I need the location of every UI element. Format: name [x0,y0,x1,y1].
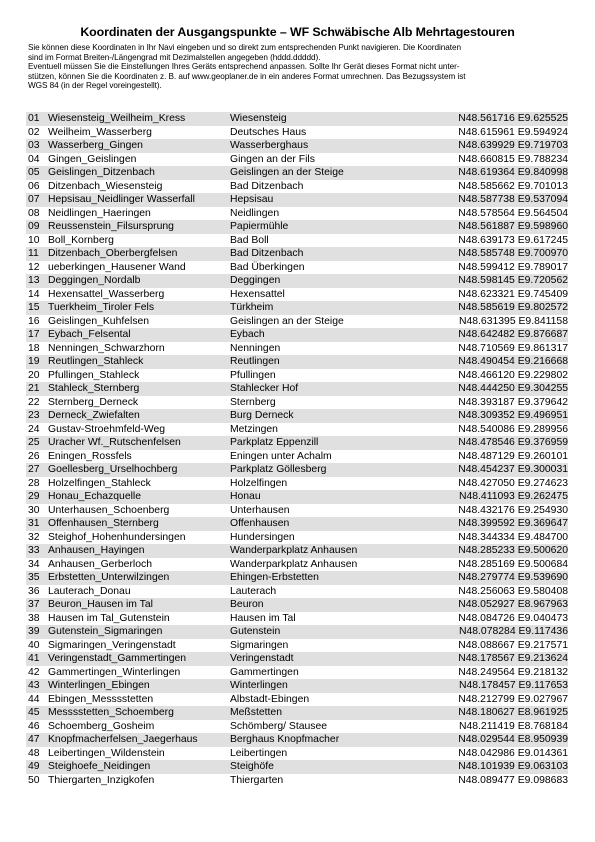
route-id: Beuron_Hausen im Tal [48,599,153,610]
start-place: Türkheim [230,302,274,313]
start-place: Sternberg [230,396,276,408]
row-number: 23 [28,410,40,421]
start-place: Geislingen an der Steige [230,315,344,327]
route-id: Eningen_Rossfels [48,450,132,462]
coordinates: N48.084726 E9.040473 [458,612,568,624]
start-place: Ehingen-Erbstetten [230,572,319,583]
row-number: 14 [28,288,40,300]
intro-line: stützen, können Sie die Koordinaten z. B. auf www.geoplaner.de in ein anderes Format umrechnen. Das Bezugssystem ist [28,71,466,81]
start-place: Gingen an der Fils [230,153,315,165]
row-number: 07 [28,194,40,205]
coordinates: N48.660815 E9.788234 [458,153,568,165]
route-id: Wiesensteig_Weilheim_Kress [48,113,186,124]
coordinates: N48.444250 E9.304255 [458,383,568,394]
coordinates: N48.089477 E9.098683 [458,774,568,786]
row-number: 16 [28,315,40,327]
row-number: 43 [28,680,40,691]
table-row [26,504,568,518]
route-id: Anhausen_Gerberloch [48,558,152,570]
start-place: Deutsches Haus [230,126,307,138]
coordinates: N48.042986 E9.014361 [458,747,568,759]
start-place: Leibertingen [230,747,288,759]
route-id: Veringenstadt_Gammertingen [48,653,187,664]
route-id: Anhausen_Hayingen [48,545,145,556]
start-place: Bad Ditzenbach [230,248,304,259]
coordinates: N48.344334 E9.484700 [458,531,568,543]
table-row [26,436,568,450]
coordinates-table [26,112,568,787]
route-id: Steighof_Hohenhundersingen [48,531,186,543]
route-id: Steighoefe_Neidingen [48,761,151,772]
coordinates: N48.619364 E9.840998 [458,167,568,178]
route-id: Stahleck_Sternberg [48,383,140,394]
start-place: Eningen unter Achalm [230,450,332,462]
table-row [26,774,568,788]
route-id: Pfullingen_Stahleck [48,369,140,381]
coordinates: N48.490454 E9.216668 [458,356,568,367]
coordinates: N48.178567 E9.213624 [458,653,568,664]
row-number: 46 [28,720,40,732]
coordinates: N48.639929 E9.719703 [458,140,568,151]
coordinates: N48.598145 E9.720562 [458,275,568,286]
route-id: Gammertingen_Winterlingen [48,666,181,678]
coordinates: N48.585662 E9.701013 [458,180,568,192]
table-row [26,409,568,423]
table-row [26,369,568,383]
coordinates: N48.561716 E9.625525 [458,113,568,124]
row-number: 48 [28,747,40,759]
coordinates: N48.615961 E9.594924 [458,126,568,138]
intro-line: Sie können diese Koordinaten in Ihr Navi eingeben und so direkt zum entsprechenden Punkt navigieren. Die Koordinaten [28,43,461,52]
coordinates: N48.078284 E9.117436 [458,626,568,637]
start-place: Steighöfe [230,761,274,772]
coordinates: N48.599412 E9.789017 [458,261,568,273]
row-number: 15 [28,302,40,313]
route-id: Nenningen_Schwarzhorn [48,342,165,354]
table-row [26,666,568,680]
coordinates: N48.710569 E9.861317 [458,342,568,354]
start-place: Papiermühle [230,221,289,232]
table-row [26,598,568,612]
route-id: Honau_Echazquelle [48,491,142,502]
table-row [26,234,568,248]
row-number: 49 [28,761,40,772]
start-place: Lauterach [230,585,277,597]
table-row [26,355,568,369]
route-id: Sternberg_Derneck [48,396,139,408]
coordinates: N48.052927 E8.967963 [458,599,568,610]
row-number: 30 [28,504,40,516]
table-row [26,558,568,572]
row-number: 42 [28,666,40,678]
page-title: Koordinaten der Ausgangspunkte – WF Schwäbische Alb Mehrtagestouren [80,25,515,39]
start-place: Wanderparkplatz Anhausen [230,545,358,556]
start-place: Deggingen [230,275,281,286]
row-number: 21 [28,383,40,394]
route-id: Schoemberg_Gosheim [48,720,155,732]
row-number: 24 [28,423,40,435]
row-number: 22 [28,396,40,408]
table-row [26,342,568,356]
coordinates: N48.211419 E8.768184 [458,720,568,732]
coordinates: N48.249564 E9.218132 [458,666,568,678]
start-place: Wanderparkplatz Anhausen [230,558,358,570]
start-place: Holzelfingen [230,477,288,489]
table-row [26,315,568,329]
row-number: 36 [28,585,40,597]
route-id: ueberkingen_Hausener Wand [48,261,186,273]
start-place: Wiesensteig [230,113,287,124]
row-number: 10 [28,234,40,246]
table-row [26,490,568,504]
route-id: Eybach_Felsental [48,329,131,340]
table-row [26,612,568,626]
start-place: Gammertingen [230,666,299,678]
table-row [26,382,568,396]
coordinates: N48.101939 E9.063103 [458,761,568,772]
row-number: 34 [28,558,40,570]
route-id: Sigmaringen_Veringenstadt [48,639,176,651]
route-id: Deggingen_Nordalb [48,275,141,286]
route-id: Holzelfingen_Stahleck [48,477,151,489]
coordinates: N48.578564 E9.564504 [458,207,568,219]
route-id: Hausen im Tal_Gutenstein [48,612,170,624]
start-place: Honau [230,491,261,502]
row-number: 44 [28,693,40,705]
row-number: 02 [28,126,40,138]
table-row [26,247,568,261]
table-row [26,126,568,140]
start-place: Nenningen [230,342,281,354]
coordinates: N48.427050 E9.274623 [458,477,568,489]
start-place: Sigmaringen [230,639,289,651]
coordinates: N48.279774 E9.539690 [458,572,568,583]
start-place: Parkplatz Eppenzill [230,437,319,448]
start-place: Hexensattel [230,288,285,300]
start-place: Unterhausen [230,504,290,516]
table-row [26,720,568,734]
table-row [26,153,568,167]
table-row [26,747,568,761]
row-number: 38 [28,612,40,624]
table-row [26,625,568,639]
route-id: Gutenstein_Sigmaringen [48,626,163,637]
table-row [26,679,568,693]
start-place: Eybach [230,329,265,340]
coordinates: N48.411093 E9.262475 [458,491,568,502]
route-id: Offenhausen_Sternberg [48,518,159,529]
table-row [26,288,568,302]
coordinates: N48.623321 E9.745409 [458,288,568,300]
row-number: 31 [28,518,40,529]
start-place: Geislingen an der Steige [230,167,344,178]
coordinates: N48.285169 E9.500684 [458,558,568,570]
route-id: Uracher Wf._Rutschenfelsen [48,437,181,448]
route-id: Winterlingen_Ebingen [48,680,150,691]
row-number: 45 [28,707,40,718]
start-place: Stahlecker Hof [230,383,299,394]
row-number: 08 [28,207,40,219]
coordinates: N48.393187 E9.379642 [458,396,568,408]
route-id: Thiergarten_Inzigkofen [48,774,155,786]
row-number: 39 [28,626,40,637]
start-place: Winterlingen [230,680,288,691]
table-row [26,450,568,464]
intro-text [28,43,573,91]
coordinates: N48.487129 E9.260101 [458,450,568,462]
row-number: 37 [28,599,40,610]
route-id: Messsstetten_Schoemberg [48,707,174,718]
route-id: Lauterach_Donau [48,585,131,597]
row-number: 26 [28,450,40,462]
coordinates: N48.642482 E9.876687 [458,329,568,340]
coordinates: N48.540086 E9.289956 [458,423,568,435]
coordinates: N48.212799 E9.027967 [458,693,568,705]
table-row [26,463,568,477]
row-number: 18 [28,342,40,354]
table-row [26,652,568,666]
route-id: Gustav-Stroehmfeld-Weg [48,423,166,435]
start-place: Schömberg/ Stausee [230,720,328,732]
row-number: 25 [28,437,40,448]
row-number: 33 [28,545,40,556]
route-id: Geislingen_Kuhfelsen [48,315,150,327]
table-row [26,166,568,180]
route-id: Gingen_Geislingen [48,153,137,165]
start-place: Gutenstein [230,626,281,637]
coordinates: N48.561887 E9.598960 [458,221,568,232]
intro-line: Eventuell müssen Sie die Einstellungen Ihres Geräts entsprechend anpassen. Sollte Ihr Gerät dieses Format nicht unter- [28,62,460,72]
route-id: Weilheim_Wasserberg [48,126,152,138]
row-number: 47 [28,734,40,745]
start-place: Veringenstadt [230,653,294,664]
coordinates: N48.399592 E9.369647 [458,518,568,529]
table-row [26,477,568,491]
route-id: Ditzenbach_Oberbergfelsen [48,248,178,259]
table-row [26,571,568,585]
coordinates: N48.585748 E9.700970 [458,248,568,259]
route-id: Geislingen_Ditzenbach [48,167,155,178]
start-place: Wasserberghaus [230,140,309,151]
start-place: Bad Boll [230,234,269,246]
table-row [26,112,568,126]
route-id: Reutlingen_Stahleck [48,356,144,367]
route-id: Knopfmacherfelsen_Jaegerhaus [48,734,198,745]
start-place: Hausen im Tal [230,612,296,624]
coordinates: N48.256063 E9.580408 [458,585,568,597]
row-number: 06 [28,180,40,192]
start-place: Reutlingen [230,356,280,367]
start-place: Burg Derneck [230,410,294,421]
route-id: Derneck_Zwiefalten [48,410,140,421]
start-place: Neidlingen [230,207,280,219]
table-row [26,139,568,153]
table-row [26,544,568,558]
route-id: Tuerkheim_Tiroler Fels [48,302,155,313]
row-number: 09 [28,221,40,232]
coordinates: N48.639173 E9.617245 [458,234,568,246]
route-id: Erbstetten_Unterwilzingen [48,572,170,583]
start-place: Bad Überkingen [230,261,305,273]
coordinates: N48.285233 E9.500620 [458,545,568,556]
table-row [26,301,568,315]
row-number: 17 [28,329,40,340]
row-number: 05 [28,167,40,178]
coordinates: N48.180627 E8.961925 [458,707,568,718]
table-row [26,193,568,207]
table-row [26,207,568,221]
coordinates: N48.029544 E8.950939 [458,734,568,745]
table-row [26,531,568,545]
coordinates: N48.454237 E9.300031 [458,464,568,475]
row-number: 12 [28,261,40,273]
table-row [26,760,568,774]
intro-line: sind im Format Breiten-/Längengrad mit Dezimalstellen angegeben (hddd.ddddd). [28,52,321,62]
row-number: 29 [28,491,40,502]
coordinates: N48.478546 E9.376959 [458,437,568,448]
row-number: 04 [28,153,40,165]
coordinates: N48.587738 E9.537094 [458,194,568,205]
row-number: 35 [28,572,40,583]
route-id: Hepsisau_Neidlinger Wasserfall [48,194,195,205]
coordinates: N48.088667 E9.217571 [458,639,568,651]
table-row [26,639,568,653]
start-place: Thiergarten [230,774,284,786]
row-number: 40 [28,639,40,651]
row-number: 50 [28,774,40,786]
start-place: Beuron [230,599,264,610]
coordinates: N48.585619 E9.802572 [458,302,568,313]
route-id: Leibertingen_Wildenstein [48,747,165,759]
row-number: 11 [28,248,39,259]
row-number: 13 [28,275,40,286]
start-place: Albstadt-Ebingen [230,693,310,705]
table-row [26,585,568,599]
route-id: Reussenstein_Filsursprung [48,221,174,232]
table-row [26,693,568,707]
route-id: Neidlingen_Haeringen [48,207,151,219]
table-row [26,261,568,275]
table-row [26,423,568,437]
table-row [26,274,568,288]
row-number: 28 [28,477,40,489]
table-row [26,706,568,720]
route-id: Boll_Kornberg [48,234,114,246]
row-number: 01 [28,113,40,124]
row-number: 19 [28,356,40,367]
table-row [26,733,568,747]
intro-line: WGS 84 (in der Regel voreingestellt). [28,81,162,91]
coordinates: N48.631395 E9.841158 [458,315,568,327]
route-id: Ebingen_Messsstetten [48,693,154,705]
route-id: Wasserberg_Gingen [48,140,143,151]
start-place: Parkplatz Göllesberg [230,464,327,475]
row-number: 32 [28,531,40,543]
coordinates: N48.432176 E9.254930 [458,504,568,516]
start-place: Hepsisau [230,194,274,205]
route-id: Goellesberg_Urselhochberg [48,464,178,475]
start-place: Metzingen [230,423,278,435]
table-row [26,180,568,194]
table-row [26,220,568,234]
route-id: Ditzenbach_Wiesensteig [48,180,163,192]
route-id: Hexensattel_Wasserberg [48,288,165,300]
route-id: Unterhausen_Schoenberg [48,504,170,516]
start-place: Berghaus Knopfmacher [230,734,340,745]
coordinates: N48.309352 E9.496951 [458,410,568,421]
start-place: Hundersingen [230,531,295,543]
start-place: Meßstetten [230,707,282,718]
start-place: Pfullingen [230,369,276,381]
start-place: Bad Ditzenbach [230,180,304,192]
row-number: 41 [28,653,40,664]
table-row [26,328,568,342]
coordinates: N48.178457 E9.117653 [458,680,568,691]
coordinates: N48.466120 E9.229802 [458,369,568,381]
row-number: 20 [28,369,40,381]
table-row [26,396,568,410]
row-number: 27 [28,464,40,475]
start-place: Offenhausen [230,518,290,529]
row-number: 03 [28,140,40,151]
table-row [26,517,568,531]
